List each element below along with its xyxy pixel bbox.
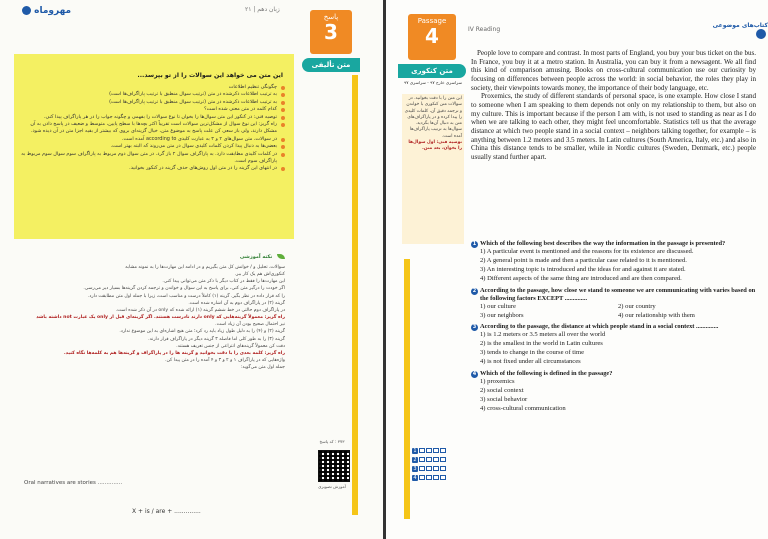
answer-row[interactable] — [412, 455, 452, 464]
answer-option[interactable]: 4) our relationship with them — [618, 311, 695, 319]
answer-grid — [412, 446, 452, 482]
answer-row-number: 2 — [413, 456, 417, 463]
answer-box[interactable] — [440, 475, 446, 480]
answer-option[interactable]: 4) Different aspects of the same thing are introduced and are then compared. — [480, 274, 682, 282]
answer-box[interactable] — [426, 475, 432, 480]
oral-narratives-line: Oral narratives are stories .............. — [24, 480, 123, 486]
answer-row-number: 1 — [413, 447, 417, 454]
answer-option[interactable]: 3) An interesting topic is introduced and the ideas for and against it are stated. — [480, 265, 686, 273]
body-line: جمله اول متن می‌گوید: — [240, 365, 285, 371]
answer-option[interactable]: 1) A particular event is mentioned and the reasons for its existence are discussed. — [480, 248, 694, 255]
answer-option[interactable]: 2) is the smallest in the world in Latin cultures — [480, 340, 603, 348]
passage-paragraph: People love to compare and contrast. In most parts of England, you buy your bus ticket on the bus. In France, you buy it at a metro station. In Australia, you can buy it from a newsagent. We all find this kind of comparison amusing. Books on cross-cultural communication use our curiosity by focusing on differences between people across the world: in social behavior, the roles they play in society, their viewpoints towards money, the importance of their body language, etc. — [471, 49, 756, 92]
answer-option[interactable]: 3) social behavior — [480, 395, 528, 403]
qr-caption: آموزش تصویری — [318, 484, 346, 489]
passage-badge — [408, 14, 456, 60]
body-line: واژه‌هایی که در پاراگراف ۱ و ۲ و ۳ و ۴ آمده را در متن پیدا کن. — [165, 358, 285, 364]
answer-box[interactable] — [433, 448, 439, 453]
answer-box[interactable] — [426, 448, 432, 453]
answer-box[interactable] — [433, 466, 439, 471]
answer-option[interactable]: 4) is not fixed under all circumstances — [480, 358, 581, 366]
section-label: متن کنکوری — [398, 64, 466, 78]
answer-option[interactable]: 2) A general point is made and then a particular case related to it is mentioned. — [480, 256, 687, 264]
question — [471, 287, 756, 321]
answer-box[interactable] — [419, 466, 425, 471]
answer-option[interactable]: 1) our culture — [480, 302, 516, 310]
right-running-head: IV Reading — [468, 26, 501, 33]
answer-row[interactable] — [412, 446, 452, 455]
reading-passage — [471, 49, 756, 162]
hint-line: در سوالات، متن سوال‌های ۲ و ۳ به عبارت کلیدی according to آمده است. — [19, 136, 285, 143]
answer-option[interactable]: 3) our neighbors — [480, 311, 524, 319]
answer-option[interactable]: 3) tends to change in the course of time — [480, 349, 585, 357]
series-badge — [704, 22, 768, 39]
side-note — [402, 94, 464, 244]
answer-row-number: 3 — [413, 465, 417, 472]
body-line: نیز احتمال صحیح بودن آن زیاد است. — [215, 322, 285, 328]
question-stem: According to the passage, how close we stand to someone we are communicating with varies based on the following factors EXCEPT .............. — [480, 286, 756, 302]
step-item: کدام کلمه در متن معنی شده است؟ — [19, 106, 285, 113]
intro-title: این متن می خواهد این سوالات را از تو بپرسد... — [137, 72, 283, 79]
answer-option[interactable]: 1) is 1.2 meters or 3.5 meters all over the world — [480, 331, 606, 339]
body-line: گزینه (۳) را به طور کلی اما فاصله ۳ گزینه دیگر در پاراگراف قرار دارند. — [148, 336, 285, 342]
body-line: را که قرار داده در نظر بگیر. گزینه (۱) کاملاً درست و مناسب است، زیرا با جمله اول متن مطابقت دارد. — [87, 293, 285, 299]
answer-row[interactable] — [412, 464, 452, 473]
hint-line: توصیه فنی: در کنکور این متن سوال‌ها را بخوان تا نوع سوالات را بفهمی و چگونه جواب را در هر پاراگراف پیدا کنی. — [19, 114, 285, 121]
question — [471, 323, 756, 367]
left-running-head: زبان دهم | ۲۱ — [245, 6, 280, 13]
question-number: 3 — [472, 324, 477, 331]
answer-box[interactable] — [440, 457, 446, 462]
answer-row-number: 4 — [413, 474, 417, 481]
step-item: چگونگی تنظیم اطلاعات — [19, 84, 285, 91]
answer-box[interactable] — [419, 457, 425, 462]
explanation-body — [19, 264, 285, 371]
question-number: 1 — [472, 241, 477, 247]
answer-explanation — [12, 14, 295, 529]
formula-line: X + is / are + .............. — [132, 508, 201, 515]
answer-box[interactable] — [426, 457, 432, 462]
decorative-stripe — [404, 259, 410, 519]
note-label-text: نکته آموزشی — [239, 254, 273, 260]
body-line: این مهارت‌ها را فقط در کتاب دیگر با ذکر متن می‌توانی پیدا کنی. — [162, 279, 285, 285]
step-item: به ترتیب اطلاعات ذکرشده در متن (ترتیب سوال منطبق با ترتیب پاراگراف‌ها است) — [19, 91, 285, 98]
question-stem: According to the passage, the distance at which people stand in a social context .............. — [480, 323, 719, 331]
question-number: 2 — [472, 287, 477, 294]
answer-option[interactable]: 4) cross-cultural communication — [480, 404, 566, 412]
side-note-tip: توصیه فنی: اول سوال‌ها را بخوان، بعد متن. — [408, 140, 462, 152]
body-line: در پاراگراف دوم حالتی در خط ششم گزینه (۱) ارائه شده که only در آن ذکر شده است. — [115, 307, 285, 313]
steps-list — [19, 84, 285, 173]
series-icon — [756, 29, 766, 39]
leaf-icon — [277, 254, 285, 259]
question-number: 4 — [472, 371, 477, 378]
hint-line: راه گریز: این نوع سوال از مشکل‌ترین سوالات است تقریباً اکثر بچه‌ها با سطح پایین، متوسط و ضعیف در پاسخ دادن به آن مشکل دارند، ولی باز سعی کن علت پاسخ به موضوع متن، خیال گزینه‌ای بروی که بیشتر از بقیه اجزا متن در آن دیده شود. — [19, 121, 285, 136]
decorative-stripe — [352, 75, 358, 515]
body-line: سوالات، تحلیل و / خوانش کل متن بگیریم و در ادامه این مهارت‌ها را به نمونه مشابه — [125, 265, 285, 270]
question-list — [471, 240, 756, 417]
answer-box[interactable] — [440, 466, 446, 471]
answer-row[interactable] — [412, 473, 452, 482]
question — [471, 240, 756, 284]
badge-label: Passage — [417, 17, 447, 25]
body-line: اگر خودت را درگیر متن کنی، برای پاسخ به این سوال و خواندن و ترجمه کردن گزینه‌ها بسیار دیر می‌رسی. — [83, 286, 285, 292]
hint-line: بعضی‌ها به دنبال پیدا کردن کلمات کلیدی سوال در متن می‌روند که البته بهتر است. — [19, 143, 285, 150]
right-side-column — [398, 14, 466, 529]
answer-box[interactable] — [433, 475, 439, 480]
body-line: راه گریز: کلمه بعدی را با دقت بخوانید و گزینه ها را در پاراگراف و گزینه‌ها هم به کلمه‌ها نگاه کنید. — [63, 350, 285, 356]
section-label: متن تأليفی — [302, 58, 360, 72]
answer-option[interactable]: 1) proxemics — [480, 378, 515, 386]
exam-source: سراسری خارج ۹۷ - سراسری ۹۷ — [404, 80, 462, 85]
step-item: به ترتیب اطلاعات ذکرشده در متن (ترتیب سوال منطبق با ترتیب پاراگراف‌ها است) — [19, 99, 285, 106]
badge-number: 4 — [425, 24, 439, 48]
qr-code-label: ۳۷۳ : کد پاسخ — [319, 439, 345, 444]
passage-paragraph: Proxemics, the study of different standards of personal space, is one example. How close I stand to someone when I am speaking to them depends not only on my relationship to them, but also on my culture. This is important because if the person I am with, is not used to standing as near as I do when we are talking to each other, they might feel uncomfortable. Statistics tell us that the average distance at which two people stand in a social context – neighbors talking together, for example – is anything between 1.2 meters and 3.5 meters. In Latin cultures (South America, Italy, etc.) and also in China this distance tends to be smaller, while in Nordic cultures (Sweden, Denmark, etc.) people usually stand further apart. — [471, 92, 756, 161]
question — [471, 370, 756, 414]
body-line: گزینه (۲) و (۴) را به دلیل طول زیاد باید رد کرد؛ متن هیچ اشاره‌ای به این موضوع ندارد. — [119, 329, 285, 335]
badge-number: 3 — [324, 20, 338, 44]
answer-box[interactable] — [433, 457, 439, 462]
answer-box[interactable] — [419, 448, 425, 453]
body-line: کنکوری‌اش هم یک کار ببر. — [234, 272, 285, 278]
brand-name: مهروماه — [34, 6, 72, 16]
hint-line: در انتهای این گزینه را در متن اول روش‌های حذف گزینه در کنکور بخوانید. — [19, 165, 285, 172]
note-label — [240, 254, 285, 260]
answer-option[interactable]: 2) our country — [618, 302, 656, 310]
side-note-text: این متن را با دقت بخوانید. در سوالات متن کنکوری با خواندن و ترجمه دقیق آن، کلمات کلیدی را پیدا کرده و در پاراگراف‌های متن به دنبال آن‌ها بگردید. سوال‌ها به ترتیب پاراگراف‌ها آمده است. — [404, 96, 462, 139]
left-side-column — [300, 10, 360, 530]
body-line: راه گریز: معمولاً گزینه‌هایی که only دارند نادرست هستند. اگر گزینه‌ای قبل از only یک عبارت not داشته باشد — [36, 315, 285, 321]
body-line: دقت کن معمولاً گزینه‌های انتزاعی از جنس تعریف هستند. — [176, 343, 285, 349]
question-stem: Which of the following is defined in the passage? — [480, 370, 613, 378]
answer-box[interactable] — [426, 466, 432, 471]
right-page — [386, 0, 768, 539]
qr-code-icon[interactable] — [318, 450, 350, 482]
question-stem: Which of the following best describes the way the information in the passage is presented? — [480, 240, 726, 247]
body-line: گزینه (۲) در پاراگراف دوم به آن اشاره شده است. — [188, 300, 285, 306]
answer-badge — [310, 10, 352, 54]
hint-line: در کلمات کلیدی مطابقت دارد. به پاراگراف سوال ۲ باز گرد. در متن سوال دوم مربوط به پاراگراف سوم سوال سوم مربوط به پاراگراف سوم است. — [19, 151, 285, 166]
badge-label: پاسخ — [323, 13, 339, 21]
option-grid — [471, 303, 756, 321]
answer-box[interactable] — [419, 475, 425, 480]
answer-box[interactable] — [440, 448, 446, 453]
series-name: کتاب‌های موضوعی — [712, 22, 768, 29]
answer-option[interactable]: 2) social context — [480, 386, 524, 394]
